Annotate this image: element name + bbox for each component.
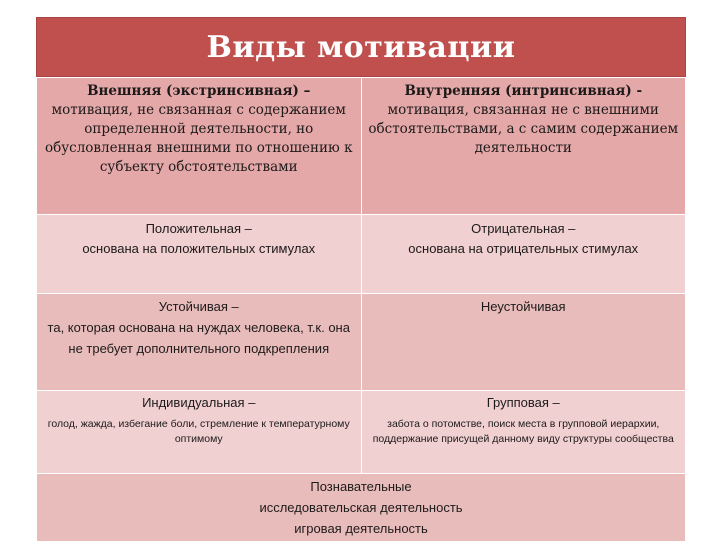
unstable-cell xyxy=(361,294,686,391)
extrinsic-heading: Внешняя (экстринсивная) – xyxy=(87,83,311,99)
intrinsic-heading: Внутренняя (интринсивная) - xyxy=(404,83,643,99)
cognitive-heading: Познавательные xyxy=(310,479,412,494)
table-row xyxy=(37,474,686,542)
positive-cell xyxy=(37,215,362,294)
intrinsic-cell xyxy=(361,78,686,215)
positive-heading: Положительная – xyxy=(145,221,252,236)
group-text: забота о потомстве, поиск места в групповой иерархии, поддержание присущей данному виду структуры сообщества xyxy=(372,418,674,445)
negative-cell xyxy=(361,215,686,294)
intrinsic-text: мотивация, связанная не с внешними обстоятельствами, а с самим содержанием деятельности xyxy=(368,102,679,156)
individual-heading: Индивидуальная – xyxy=(142,395,256,410)
table-row xyxy=(37,391,686,474)
unstable-heading: Неустойчивая xyxy=(480,299,566,314)
positive-text: основана на положительных стимулах xyxy=(82,241,316,256)
cognitive-cell xyxy=(37,474,686,542)
individual-cell xyxy=(37,391,362,474)
stable-text: та, которая основана на нуждах человека, т.к. она не требует дополнительного подкрепления xyxy=(47,320,350,356)
stable-cell xyxy=(37,294,362,391)
cognitive-line-play: игровая деятельность xyxy=(294,521,428,536)
table-row xyxy=(37,215,686,294)
individual-text: голод, жажда, избегание боли, стремление к температурному оптимому xyxy=(47,418,350,445)
table-row xyxy=(37,78,686,215)
group-heading: Групповая – xyxy=(486,395,560,410)
extrinsic-cell xyxy=(37,78,362,215)
group-cell xyxy=(361,391,686,474)
extrinsic-text: мотивация, не связанная с содержанием определенной деятельности, но обусловленная внешними по отношению к субъекту обстоятельствами xyxy=(44,102,353,175)
motivation-table xyxy=(36,77,686,542)
cognitive-line-research: исследовательская деятельность xyxy=(259,500,463,515)
table-row xyxy=(37,294,686,391)
stable-heading: Устойчивая – xyxy=(158,299,239,314)
negative-text: основана на отрицательных стимулах xyxy=(408,241,639,256)
negative-heading: Отрицательная – xyxy=(471,221,576,236)
slide xyxy=(36,17,686,536)
slide-title: Виды мотивации xyxy=(36,17,686,77)
